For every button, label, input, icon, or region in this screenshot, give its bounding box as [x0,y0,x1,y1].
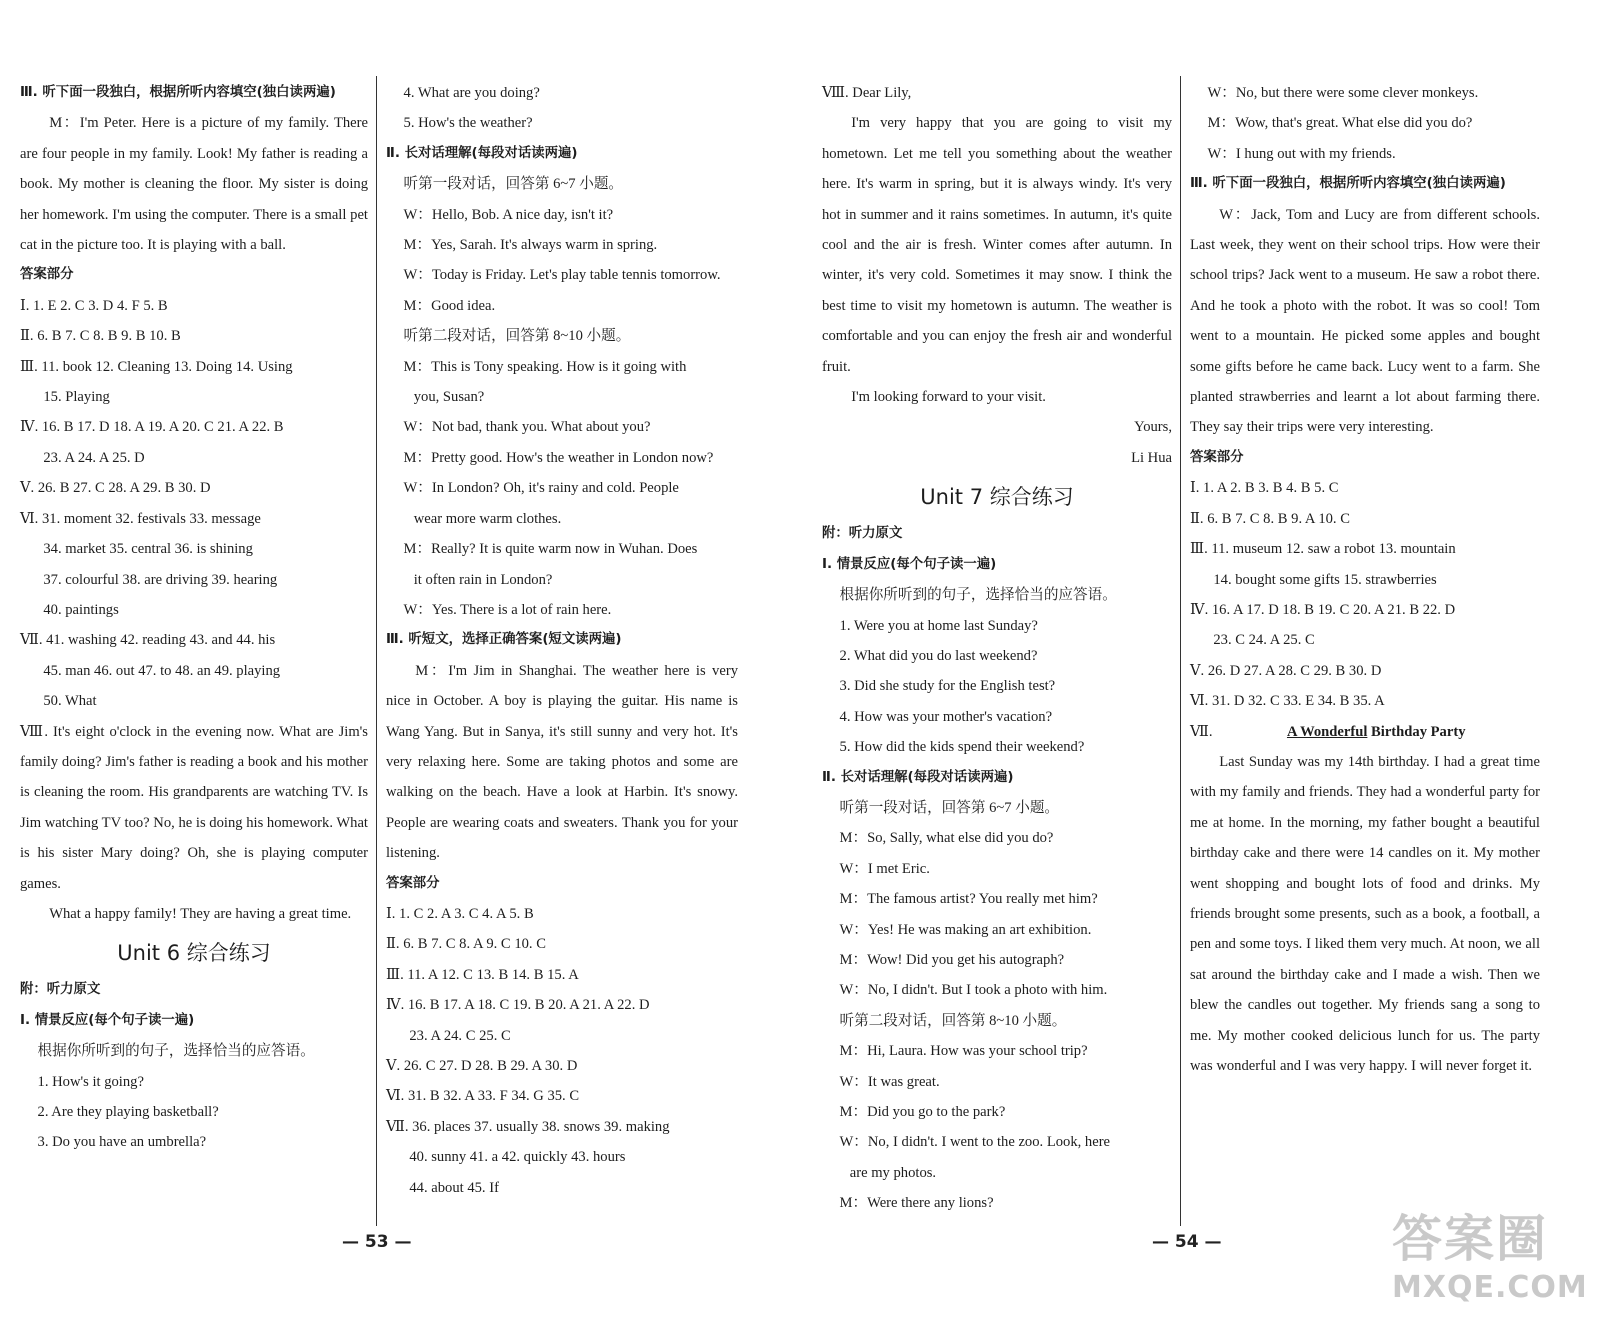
answer-line: Ⅳ. 16. A 17. D 18. B 19. C 20. A 21. B 22. D [1190,601,1456,618]
answer-line: 40. paintings [43,601,119,618]
watermark-text: 答案圈 [1392,1210,1548,1268]
answer-line: 14. bought some gifts 15. strawberries [1213,571,1437,588]
answer-line: Ⅲ. 11. A 12. C 13. B 14. B 15. A [386,966,579,983]
page53-left-column [20,78,368,1158]
dialogue-intro: 听第一段对话，回答第 6~7 小题。 [839,799,1060,816]
page53-right-column [386,78,738,1203]
question: 4. How was your mother's vacation? [839,708,1053,725]
dialogue-line: M：Hi, Laura. How was your school trip? [839,1043,1088,1060]
answer-line: Ⅵ. 31. B 32. A 33. F 34. G 35. C [386,1088,580,1105]
answer-line: 15. Playing [43,389,110,406]
answer-line: Ⅳ. 16. B 17. D 18. A 19. A 20. C 21. A 22. B [20,419,284,436]
dialogue-line: W：Hello, Bob. A nice day, isn't it? [403,206,614,223]
answer-line: 23. A 24. C 25. C [409,1027,511,1044]
letter-signature: Li Hua [1131,449,1172,466]
letter-heading: Ⅷ. Dear Lily, [822,85,912,101]
dialogue-line-cont: you, Susan? [413,389,485,406]
dialogue-line: M：Yes, Sarah. It's always warm in spring. [403,237,658,254]
section-heading: Ⅲ. 听下面一段独白，根据所听内容填空(独白读两遍) [20,85,336,100]
question: 5. How's the weather? [403,115,533,132]
answer-line: Ⅴ. 26. B 27. C 28. A 29. B 30. D [20,480,211,497]
dialogue-line: W：Not bad, thank you. What about you? [403,419,651,436]
dialogue-line: W：In London? Oh, it's rainy and cold. People [403,480,679,497]
dialogue-line-cont: wear more warm clothes. [413,510,562,527]
section-heading: Ⅱ. 长对话理解(每段对话读两遍) [822,769,1014,785]
letter-closing: I'm looking forward to your visit. [851,389,1046,406]
composition-number: Ⅶ. [1190,723,1213,740]
answer-line: Ⅱ. 6. B 7. C 8. B 9. B 10. B [20,328,181,345]
dialogue-line: M：This is Tony speaking. How is it going with [403,358,687,375]
dialogue-line: W：No, I didn't. I went to the zoo. Look, here [839,1134,1111,1151]
question: 2. What did you do last weekend? [839,647,1038,664]
answer-line: Ⅰ. 1. E 2. C 3. D 4. F 5. B [20,297,168,314]
dialogue-line: M：Were there any lions? [839,1195,994,1212]
answer-line: 44. about 45. If [409,1179,499,1196]
instruction: 根据你所听到的句子，选择恰当的应答语。 [839,587,1117,604]
answer-line: Ⅰ. 1. A 2. B 3. B 4. B 5. C [1190,480,1339,497]
unit6-title: Unit 6 综合练习 [117,941,271,966]
page-number-53: — 53 — [342,1232,412,1252]
answer-line: Ⅴ. 26. C 27. D 28. B 29. A 30. D [386,1058,578,1074]
answer-line: Ⅳ. 16. B 17. A 18. C 19. B 20. A 21. A 22. D [386,997,650,1014]
question: 1. Were you at home last Sunday? [839,617,1038,634]
letter-body: I'm very happy that you are going to visit my hometown. Let me tell you something about the weather here. It's warm in spring, but it is always windy. It's very hot in summer and it rains sometimes. In autumn, it's quite cool and the air is fresh. Winter comes after autumn. In winter, it's very cold. Sometimes it may snow. I think the best time to visit my hometown is autumn. The weather is comfortable and you can enjoy the fresh air and wonderful fruit. [822,115,1172,375]
page54-right-column [1190,78,1540,1081]
answer-line: 37. colourful 38. are driving 39. hearing [43,571,278,588]
watermark-url: MXQE.COM [1392,1270,1588,1305]
answer-line: Ⅶ. 36. places 37. usually 38. snows 39. making [386,1118,670,1135]
answers-heading: 答案部分 [386,875,440,891]
page-number-54: — 54 — [1152,1232,1222,1252]
answer-line: Ⅶ. 41. washing 42. reading 43. and 44. his [20,632,276,649]
dialogue-line-cont: are my photos. [849,1164,937,1181]
composition-text: Last Sunday was my 14th birthday. I had a great time with my family and friends. They had a wonderful party for me at home. In the morning, my father bought a beautiful birthday cake and there were 14 candles on it. My mother went shopping and bought lots of food and drinks. My friends brought some presents, such as a book, a football, a pen and some toys. I liked them very much. At noon, we all sat around the birthday cake and I made a wish. Then we blew the candles out together. My friends sang a song to me. My mother cooked delicious lunch for us. The party was wonderful and I was very happy. I will never forget it. [1190,753,1540,1074]
dialogue-line: M：Good idea. [403,297,496,314]
answer-line: 23. A 24. A 25. D [43,449,145,466]
dialogue-line: W：It was great. [839,1073,940,1090]
dialogue-line: W：Yes. There is a lot of rain here. [403,601,612,618]
question: 3. Did she study for the English test? [839,678,1056,695]
answer-line: Ⅱ. 6. B 7. C 8. B 9. A 10. C [1190,510,1350,527]
composition-title-underlined: A Wonderful [1286,723,1368,740]
unit7-title: Unit 7 综合练习 [920,485,1074,510]
answer-line: Ⅵ. 31. D 32. C 33. E 34. B 35. A [1190,693,1385,710]
instruction: 根据你所听到的句子，选择恰当的应答语。 [37,1043,315,1060]
column-divider [376,76,377,1226]
question: 2. Are they playing basketball? [37,1104,219,1120]
dialogue-line: M：The famous artist? You really met him? [839,891,1098,908]
section-heading: Ⅲ. 听短文，选择正确答案(短文读两遍) [386,632,622,648]
writing-answer-end: What a happy family! They are having a great time. [49,905,352,922]
dialogue-line: M：So, Sally, what else did you do? [839,830,1054,847]
dialogue-line: W：No, but there were some clever monkeys. [1207,85,1479,101]
column-divider [1180,76,1181,1226]
dialogue-line: W：I met Eric. [839,860,930,877]
answer-line: 34. market 35. central 36. is shining [43,541,253,558]
section-heading: Ⅱ. 长对话理解(每段对话读两遍) [386,145,578,161]
dialogue-intro: 听第二段对话，回答第 8~10 小题。 [839,1012,1067,1029]
dialogue-line: M：Did you go to the park? [839,1104,1006,1120]
answer-line: Ⅵ. 31. moment 32. festivals 33. message [20,510,261,527]
dialogue-line: M：Wow, that's great. What else did you do? [1207,115,1473,132]
answer-line: 45. man 46. out 47. to 48. an 49. playing [43,662,281,679]
answers-heading: 答案部分 [1190,449,1244,465]
composition-title [1190,717,1540,747]
page54-left-column [822,78,1172,1219]
answer-line: Ⅲ. 11. museum 12. saw a robot 13. mountain [1190,541,1456,558]
question: 3. Do you have an umbrella? [37,1134,207,1151]
answers-heading: 答案部分 [20,267,74,283]
dialogue-line-cont: it often rain in London? [413,571,553,588]
dialogue-line: W：I hung out with my friends. [1207,145,1396,162]
dialogue-line: M：Really? It is quite warm now in Wuhan. Does [403,541,698,558]
appendix-heading: 附：听力原文 [822,526,903,542]
dialogue-intro: 听第一段对话，回答第 6~7 小题。 [403,176,624,193]
letter-sign: Yours, [1134,419,1172,436]
answer-line: Ⅴ. 26. D 27. A 28. C 29. B 30. D [1190,662,1382,679]
dialogue-line: W：Yes! He was making an art exhibition. [839,921,1092,938]
monologue-text: M：I'm Peter. Here is a picture of my family. There are four people in my family. Look! My father is reading a book. My mother is cleaning the floor. My sister is doing her homework. I'm using the computer. There is a small pet cat in the picture too. It is playing with a ball. [20,115,368,254]
passage-text: M：I'm Jim in Shanghai. The weather here is very nice in October. A boy is playing the guitar. His name is Wang Yang. But in Sanya, it's still sunny and very hot. It's very relaxing here. Some are taking photos and some are walking on the beach. Have a look at Harbin. It's snowy. People are wearing coats and sweaters. Thank you for your listening. [386,662,738,862]
section-heading: Ⅰ. 情景反应(每个句子读一遍) [822,556,997,572]
composition-title-rest: Birthday Party [1367,723,1466,740]
dialogue-line: M：Wow! Did you get his autograph? [839,951,1065,968]
answer-line: Ⅰ. 1. C 2. A 3. C 4. A 5. B [386,905,534,922]
dialogue-line: W：Today is Friday. Let's play table tennis tomorrow. [403,267,721,284]
watermark-logo [1392,1208,1588,1320]
monologue-text: W：Jack, Tom and Lucy are from different schools. Last week, they went on their school trips. How were their school trips? Jack went to a museum. He saw a robot there. And he took a photo with the robot. It was so cool! Tom went to a mountain. He picked some apples and bought some gifts before he came back. Lucy went to a farm. She planted strawberries and learnt a lot about farming there. They say their trips were very interesting. [1190,206,1540,436]
question: 4. What are you doing? [403,85,540,101]
question: 1. How's it going? [37,1073,144,1090]
answer-line: Ⅱ. 6. B 7. C 8. A 9. C 10. C [386,936,546,953]
writing-answer: Ⅷ. It's eight o'clock in the evening now. What are Jim's family doing? Jim's father is reading a book and his mother is cleaning the room. His grandparents are watching TV. Is Jim watching TV too? No, he is doing his homework. What is his sister Mary doing? Oh, she is playing computer games. [20,723,368,892]
dialogue-line: M：Pretty good. How's the weather in London now? [403,449,714,466]
answer-line: 40. sunny 41. a 42. quickly 43. hours [409,1149,626,1166]
question: 5. How did the kids spend their weekend? [839,739,1085,756]
appendix-heading: 附：听力原文 [20,982,101,998]
answer-line: 50. What [43,693,97,710]
dialogue-line: W：No, I didn't. But I took a photo with him. [839,982,1108,999]
section-heading: Ⅲ. 听下面一段独白，根据所听内容填空(独白读两遍) [1190,176,1506,192]
answer-line: 23. C 24. A 25. C [1213,632,1315,649]
section-heading: Ⅰ. 情景反应(每个句子读一遍) [20,1012,195,1028]
dialogue-intro: 听第二段对话，回答第 8~10 小题。 [403,328,631,345]
answer-line: Ⅲ. 11. book 12. Cleaning 13. Doing 14. Using [20,358,293,375]
